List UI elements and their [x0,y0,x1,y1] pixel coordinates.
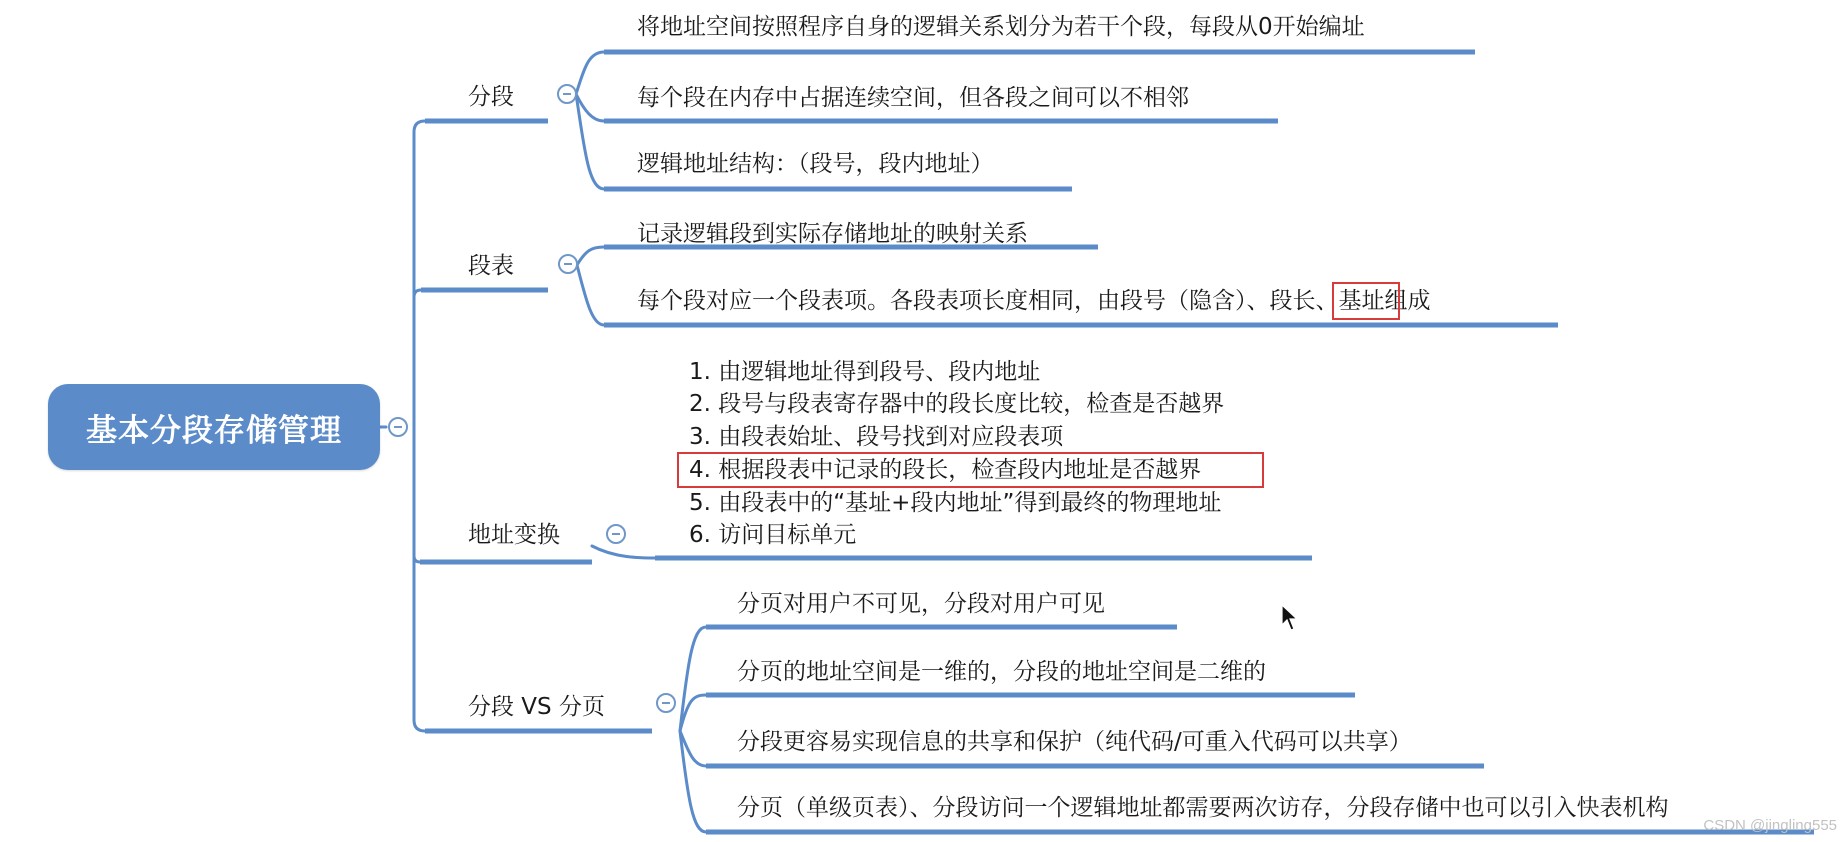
watermark: CSDN @jingling555 [1703,817,1837,834]
collapse-toggle-icon[interactable] [606,524,626,544]
highlight-box [1332,282,1400,320]
leaf-text[interactable]: 将地址空间按照程序自身的逻辑关系划分为若干个段，每段从0开始编址 [637,14,1365,40]
leaf-text[interactable]: 每个段对应一个段表项。各段表项长度相同，由段号（隐含）、段长、基址组成 [637,288,1431,314]
leaf-text[interactable]: 分页对用户不可见，分段对用户可见 [737,591,1105,617]
step-text[interactable]: 3. 由段表始址、段号找到对应段表项 [689,424,1064,450]
collapse-toggle-icon[interactable] [656,693,676,713]
leaf-text[interactable]: 逻辑地址结构：（段号，段内地址） [637,151,994,177]
collapse-toggle-icon[interactable] [557,84,577,104]
leaf-text[interactable]: 分段更容易实现信息的共享和保护（纯代码/可重入代码可以共享） [737,729,1412,755]
step-text[interactable]: 4. 根据段表中记录的段长，检查段内地址是否越界 [689,457,1202,483]
step-text[interactable]: 6. 访问目标单元 [689,522,857,548]
root-node[interactable] [48,384,380,470]
branch-label-translate[interactable]: 地址变换 [468,522,560,548]
leaf-text[interactable]: 每个段在内存中占据连续空间，但各段之间可以不相邻 [637,85,1189,111]
collapse-toggle-icon[interactable] [558,254,578,274]
branch-label-vs[interactable]: 分段 VS 分页 [468,694,605,720]
step-text[interactable]: 1. 由逻辑地址得到段号、段内地址 [689,359,1041,385]
branch-label-segtable[interactable]: 段表 [468,253,514,279]
leaf-text[interactable]: 分页的地址空间是一维的，分段的地址空间是二维的 [737,659,1266,685]
root-label: 基本分段存储管理 [86,412,342,449]
branch-label-segment[interactable]: 分段 [468,84,514,110]
step-text[interactable]: 2. 段号与段表寄存器中的段长度比较，检查是否越界 [689,391,1225,417]
leaf-text[interactable]: 分页（单级页表）、分段访问一个逻辑地址都需要两次访存，分段存储中也可以引入快表机构 [737,795,1669,821]
mouse-cursor-icon [1281,604,1299,632]
leaf-text[interactable]: 记录逻辑段到实际存储地址的映射关系 [637,221,1028,247]
collapse-toggle-icon[interactable] [388,417,408,437]
highlight-box [677,452,1264,488]
step-text[interactable]: 5. 由段表中的“基址+段内地址”得到最终的物理地址 [689,490,1222,516]
